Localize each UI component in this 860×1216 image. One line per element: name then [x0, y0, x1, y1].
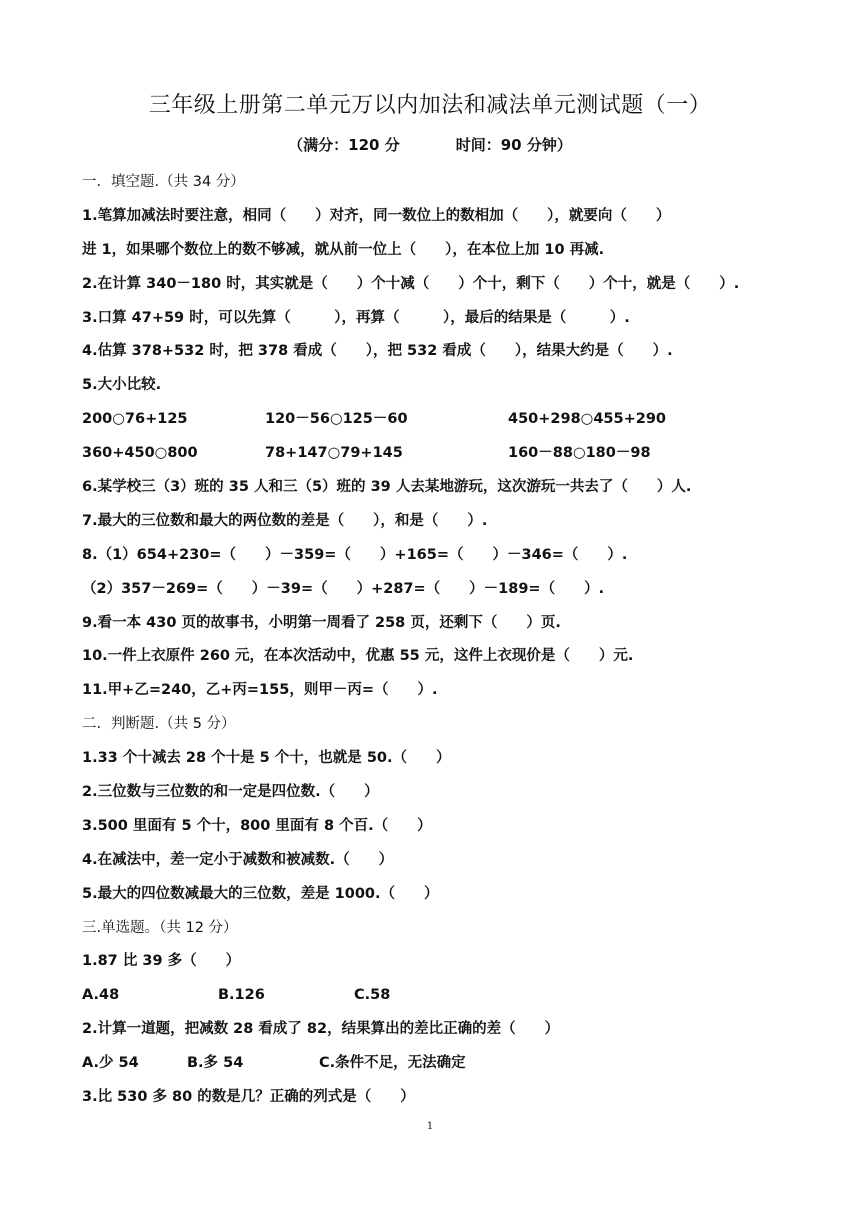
question-1-7: 7.最大的三位数和最大的两位数的差是（ ），和是（ ）.: [82, 512, 488, 529]
compare-item: 360+450○800: [82, 445, 198, 462]
section-heading-true-false: 二．判断题.（共 5 分）: [82, 716, 236, 733]
options-row-2: [82, 1047, 792, 1081]
page-number: 1: [426, 1121, 434, 1132]
question-3-1: 1.87 比 39 多（ ）: [82, 953, 241, 970]
compare-item: 160－88○180－98: [508, 445, 651, 462]
options-row-1: [82, 979, 792, 1013]
time-limit: 时间：90 分钟）: [455, 136, 572, 154]
option-c: C.58: [354, 987, 391, 1004]
question-1-1b: 进 1，如果哪个数位上的数不够减，就从前一位上（ ），在本位上加 10 再减.: [82, 241, 605, 258]
question-2-3: 3.500 里面有 5 个十，800 里面有 8 个百.（ ）: [82, 817, 432, 834]
question-list: [82, 166, 792, 1115]
section-heading-fill-blank: 一．填空题.（共 34 分）: [82, 174, 245, 190]
option-a: A.少 54: [82, 1055, 139, 1072]
compare-item: 120－56○125－60: [265, 411, 408, 428]
option-c: C.条件不足，无法确定: [319, 1055, 466, 1072]
question-1-1a: 1.笔算加减法时要注意，相同（ ）对齐，同一数位上的数相加（ ），就要向（ ）: [82, 207, 671, 224]
compare-row-2: [82, 437, 792, 471]
page-title: 三年级上册第二单元万以内加法和减法单元测试题（一）: [148, 93, 712, 118]
option-b: B.126: [218, 987, 265, 1004]
question-3-3: 3.比 530 多 80 的数是几？正确的列式是（ ）: [82, 1089, 415, 1106]
compare-item: 200○76+125: [82, 411, 188, 428]
question-1-9: 9.看一本 430 页的故事书，小明第一周看了 258 页，还剩下（ ）页.: [82, 614, 561, 631]
question-2-4: 4.在减法中，差一定小于减数和被减数.（ ）: [82, 851, 394, 868]
question-1-2: 2.在计算 340－180 时，其实就是（ ）个十减（ ）个十，剩下（ ）个十，就是（ ）.: [82, 275, 740, 292]
question-1-5: 5.大小比较.: [82, 377, 162, 394]
question-2-2: 2.三位数与三位数的和一定是四位数.（ ）: [82, 784, 379, 801]
question-1-8b: （2）357－269=（ ）－39=（ ）+287=（ ）－189=（ ）.: [82, 580, 605, 597]
question-1-3: 3.口算 47+59 时，可以先算（ ），再算（ ），最后的结果是（ ）.: [82, 309, 630, 326]
section-heading-single-choice: 三.单选题。（共 12 分）: [82, 919, 238, 936]
compare-item: 450+298○455+290: [508, 411, 667, 428]
compare-row-1: [82, 403, 792, 437]
question-1-8a: 8.（1）654+230=（ ）－359=（ ）+165=（ ）－346=（ ）.: [82, 546, 628, 563]
option-a: A.48: [82, 987, 120, 1004]
question-1-11: 11.甲+乙=240，乙+丙=155，则甲－丙=（ ）.: [82, 682, 438, 699]
question-2-5: 5.最大的四位数减最大的三位数，差是 1000.（ ）: [82, 885, 439, 902]
question-2-1: 1.33 个十减去 28 个十是 5 个十，也就是 50.（ ）: [82, 750, 451, 767]
page-subtitle: [0, 134, 860, 155]
compare-item: 78+147○79+145: [265, 445, 403, 462]
full-score: （满分：120 分: [288, 136, 400, 154]
question-1-4: 4.估算 378+532 时，把 378 看成（ ），把 532 看成（ ），结果大约是（ ）.: [82, 343, 673, 360]
option-b: B.多 54: [187, 1055, 244, 1072]
question-1-6: 6.某学校三（3）班的 35 人和三（5）班的 39 人去某地游玩，这次游玩一共去了（ ）人.: [82, 479, 692, 496]
question-3-2: 2.计算一道题，把减数 28 看成了 82，结果算出的差比正确的差（ ）: [82, 1021, 560, 1038]
question-1-10: 10.一件上衣原件 260 元，在本次活动中，优惠 55 元，这件上衣现价是（ ）元.: [82, 648, 634, 665]
